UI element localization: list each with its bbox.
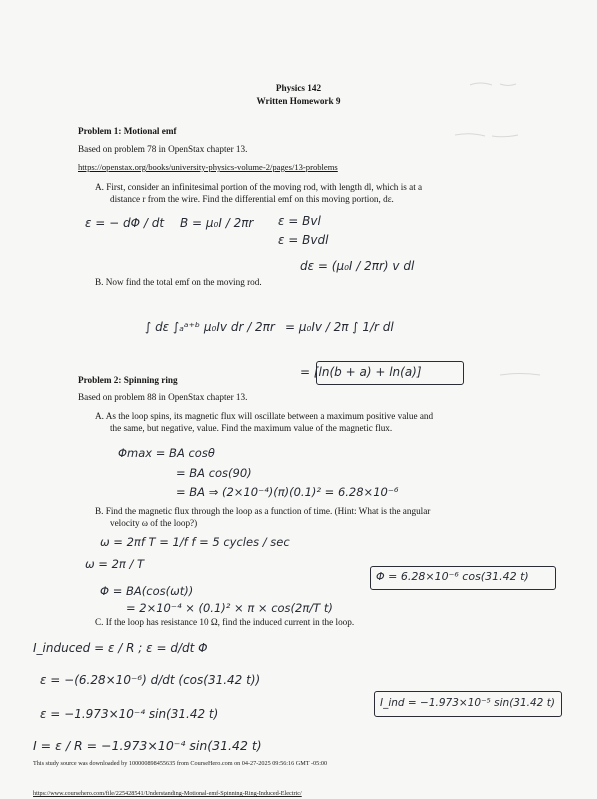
openstax-link[interactable]: https://openstax.org/books/university-physics-volume-2/pages/13-problems (78, 162, 338, 172)
hw-p1a-differential-emf: dε = (μ₀I / 2πr) v dl (300, 259, 415, 273)
hw-p1a-field: B = μ₀I / 2πr (180, 216, 254, 230)
problem2-partA-line2: the same, but negative, value. Find the maximum value of the magnetic flux. (110, 423, 393, 433)
hw-p1a-emf-bvl: ε = Bvl (278, 214, 321, 228)
hw-p2b-flux-function: Φ = BA(cos(ωt)) (100, 584, 194, 598)
hw-p2c-emf-result: ε = −1.973×10⁻⁴ sin(31.42 t) (40, 707, 219, 721)
problem2-partC: C. If the loop has resistance 10 Ω, find the induced current in the loop. (95, 617, 355, 627)
hw-p2a-result: = BA ⇒ (2×10⁻⁴)(π)(0.1)² = 6.28×10⁻⁶ (176, 485, 399, 499)
hw-p2c-emf-derivative: ε = −(6.28×10⁻⁶) d/dt (cos(31.42 t)) (40, 673, 261, 687)
hw-p1b-integral: ∫ dε ∫ₐᵃ⁺ᵇ μ₀Iv dr / 2πr (145, 320, 275, 334)
problem2-title: Problem 2: Spinning ring (78, 375, 178, 385)
hw-p1b-answer: = [ln(b + a) + ln(a)] (300, 365, 422, 379)
problem1-partA-line2: distance r from the wire. Find the differential emf on this moving portion, dε. (110, 194, 394, 204)
hw-p2b-omega: ω = 2π / T (85, 557, 145, 571)
problem1-partA-line1: A. First, consider an infinitesimal portion of the moving rod, with length dl, which is at a (95, 182, 423, 192)
problem2-partB-line1: B. Find the magnetic flux through the loop as a function of time. (Hint: What is the angular (95, 506, 431, 516)
hw-p2c-answer: I_ind = −1.973×10⁻⁵ sin(31.42 t) (380, 697, 555, 709)
hw-p2c-current-def: I_induced = ε / R ; ε = d/dt Φ (33, 641, 208, 655)
download-notice: This study source was downloaded by 100000898455635 from CourseHero.com on 04-27-2025 09:56:16 GMT -05:00 (33, 760, 328, 767)
problem1-source: Based on problem 78 in OpenStax chapter 13. (78, 144, 248, 154)
course-title: Physics 142 (275, 83, 322, 93)
hw-p2b-omega-period-frequency: ω = 2πf T = 1/f f = 5 cycles / sec (100, 535, 290, 549)
hw-p1b-simplified: = μ₀Iv / 2π ∫ 1/r dl (285, 320, 394, 334)
hw-p2b-answer: Φ = 6.28×10⁻⁶ cos(31.42 t) (376, 570, 529, 583)
hw-p2b-flux-substituted: = 2×10⁻⁴ × (0.1)² × π × cos(2π/T t) (126, 601, 333, 615)
assignment-title: Written Homework 9 (256, 96, 341, 106)
source-url-link[interactable]: https://www.coursehero.com/file/225428541/Understanding-Motional-emf-Spinning-Ring-Induced-Electric/ (33, 790, 302, 797)
problem2-partA-line1: A. As the loop spins, its magnetic flux will oscillate between a maximum positive value and (95, 411, 434, 421)
problem1-title: Problem 1: Motional emf (78, 126, 177, 136)
problem2-source: Based on problem 88 in OpenStax chapter 13. (78, 392, 248, 402)
hw-p2a-max-flux: Φmax = BA cosθ (118, 446, 215, 460)
problem1-partB: B. Now find the total emf on the moving rod. (95, 277, 262, 287)
hw-p2a-cos90: = BA cos(90) (176, 466, 252, 480)
hw-p2c-current-result: I = ε / R = −1.973×10⁻⁴ sin(31.42 t) (33, 738, 262, 753)
hw-p1a-emf-bvdl: ε = Bvdl (278, 233, 329, 247)
hw-p1a-emf-flux: ε = − dΦ / dt (85, 216, 165, 230)
problem2-partB-line2: velocity ω of the loop?) (110, 518, 198, 528)
